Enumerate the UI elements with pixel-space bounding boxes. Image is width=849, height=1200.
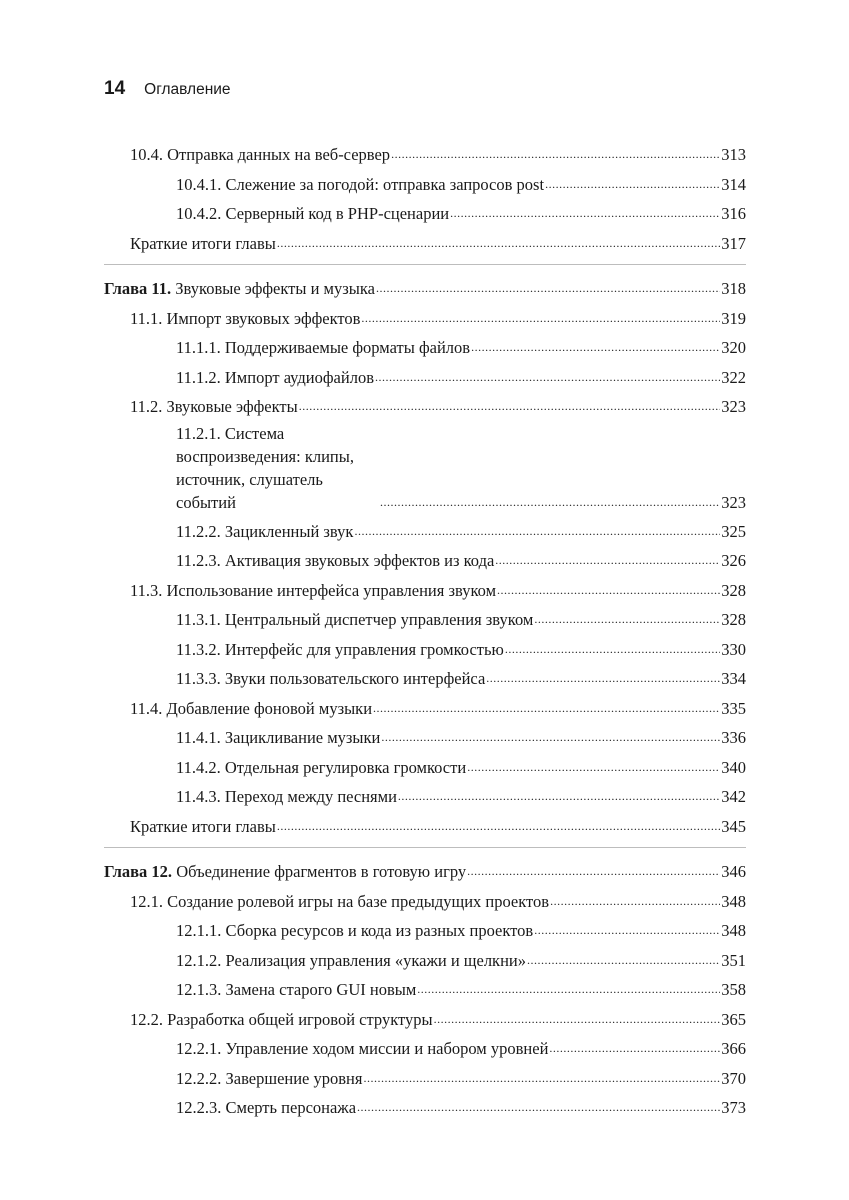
toc-entry[interactable] [176,333,746,363]
toc-entry[interactable] [176,975,746,1005]
toc-entry[interactable] [176,723,746,753]
toc-entry-title: 11.2.2. Зацикленный звук [176,521,354,541]
dot-leader [497,574,720,606]
chapter-divider [104,264,746,265]
toc-entry-page: 345 [721,816,746,836]
dot-leader [363,1062,720,1094]
toc-entry[interactable] [130,812,746,842]
dot-leader [299,390,721,422]
toc-entry-title: 11.1.2. Импорт аудиофайлов [176,367,374,387]
dot-leader [398,780,720,812]
toc-entry-title: 12.1.2. Реализация управления «укажи и щелкни» [176,950,526,970]
dot-leader [434,1003,721,1035]
chapter-name: Объединение фрагментов в готовую игру [176,862,467,881]
chapter-label: Глава 12. [104,862,173,881]
dot-leader [467,855,720,887]
toc-entry-title: 11.4. Добавление фоновой музыки [130,698,373,718]
toc-entry[interactable] [176,199,746,229]
dot-leader [417,973,720,1005]
dot-leader [381,721,720,753]
chapter-label: Глава 11. [104,279,172,298]
toc-entry-page: 320 [721,338,746,357]
toc-entry[interactable] [130,576,746,606]
toc-entry[interactable] [130,304,746,334]
toc-entry-page: 318 [721,279,746,298]
toc-entry-title: 11.2.1. Система воспроизведения: клипы, источник, слушатель событий [176,423,354,512]
toc-entry-title: 11.4.2. Отдельная регулировка громкости [176,757,467,777]
toc-chapter-title [104,274,375,304]
toc-entry[interactable] [176,753,746,783]
toc-entry[interactable] [176,782,746,812]
running-header [104,78,231,100]
toc-entry[interactable] [130,887,746,917]
toc-entry-title: 11.3.3. Звуки пользовательского интерфейса [176,669,486,688]
toc-entry-title: 12.1.3. Замена старого GUI новым [176,980,417,999]
dot-leader [375,361,720,393]
dot-leader [549,1032,720,1064]
toc-entry-page: 342 [721,787,746,806]
toc-entry[interactable] [130,229,746,259]
toc-entry[interactable] [130,392,746,422]
dot-leader [391,138,720,170]
toc-entry-page: 370 [721,1068,746,1088]
toc-entry-page: 358 [721,980,746,999]
dot-leader [361,302,720,334]
dot-leader [373,692,720,724]
toc-entry-title: 12.2.2. Завершение уровня [176,1068,363,1088]
toc-entry-title: 10.4.2. Серверный код в PHP-сценарии [176,204,450,223]
toc-entry-title: 10.4.1. Слежение за погодой: отправка запросов post [176,174,545,194]
toc-entry[interactable] [130,1005,746,1035]
toc-entry[interactable] [176,664,746,694]
dot-leader [277,810,720,842]
dot-leader [495,544,720,576]
chapter-divider [104,847,746,848]
dot-leader [354,515,720,547]
toc-entry-page: 319 [721,308,746,328]
toc-entry-page: 335 [721,698,746,718]
toc-entry[interactable] [176,1034,746,1064]
toc-entry[interactable] [176,517,746,547]
toc-entry-page: 340 [721,757,746,777]
toc-entry-page: 373 [721,1098,746,1117]
dot-leader [471,331,720,363]
toc-entry-page: 313 [721,145,746,164]
toc-entry-page: 346 [721,862,746,881]
toc-entry-page: 336 [721,728,746,747]
toc-entry-title: Краткие итоги главы [130,816,276,836]
toc-entry-title: 12.1. Создание ролевой игры на базе предыдущих проектов [130,891,550,911]
toc-entry-title: 11.1.1. Поддерживаемые форматы файлов [176,338,471,357]
toc-entry-title: 12.2.1. Управление ходом миссии и набором уровней [176,1039,549,1058]
toc-entry-page: 325 [721,521,746,541]
toc-entry-title: 11.2.3. Активация звуковых эффектов из кода [176,551,495,570]
toc-entry[interactable] [176,1093,746,1123]
table-of-contents [0,140,849,1123]
toc-entry-title: 12.2.3. Смерть персонажа [176,1098,357,1117]
dot-leader [505,633,720,665]
toc-entry[interactable] [176,363,746,393]
dot-leader [534,914,720,946]
toc-chapter-12[interactable] [104,857,746,887]
toc-entry-title: 12.1.1. Сборка ресурсов и кода из разных проектов [176,921,534,940]
dot-leader [277,227,720,259]
toc-entry[interactable] [176,1064,746,1094]
toc-chapter-title [104,857,466,887]
dot-leader [534,603,720,635]
toc-entry-page: 366 [721,1039,746,1058]
toc-entry[interactable] [176,546,746,576]
toc-entry[interactable] [176,605,746,635]
toc-entry-title: 11.4.1. Зацикливание музыки [176,728,381,747]
toc-entry-page: 328 [721,580,746,600]
toc-entry-page: 323 [721,492,746,512]
toc-entry-page: 316 [721,204,746,223]
toc-entry-page: 348 [721,891,746,911]
toc-entry-page: 322 [721,367,746,387]
toc-entry-title: 11.3.2. Интерфейс для управления громкостью [176,639,504,659]
dot-leader [486,662,720,694]
toc-entry-title: 11.1. Импорт звуковых эффектов [130,308,361,328]
toc-entry-page: 348 [721,921,746,940]
dot-leader [450,197,720,229]
dot-leader [467,751,720,783]
toc-entry-page: 351 [721,950,746,970]
dot-leader [376,272,720,304]
toc-entry-title: 11.4.3. Переход между песнями [176,787,397,806]
toc-entry[interactable] [176,170,746,200]
page-number: 14 [104,78,126,99]
toc-entry[interactable] [176,422,746,517]
toc-entry-page: 326 [721,551,746,570]
toc-entry-page: 330 [721,639,746,659]
toc-entry-page: 365 [721,1009,746,1029]
toc-entry-title: 11.3. Использование интерфейса управления звуком [130,580,497,600]
toc-entry-title: 11.3.1. Центральный диспетчер управления звуком [176,610,534,629]
toc-chapter-11[interactable] [104,274,746,304]
toc-entry-page: 334 [721,669,746,688]
toc-entry-title: 10.4. Отправка данных на веб-сервер [130,145,391,164]
toc-entry[interactable] [176,635,746,665]
toc-entry[interactable] [176,946,746,976]
toc-entry-page: 314 [721,174,746,194]
toc-entry-title: 11.2. Звуковые эффекты [130,397,298,416]
chapter-name: Звуковые эффекты и музыка [175,279,375,298]
running-title: Оглавление [144,81,231,98]
toc-entry[interactable] [130,140,746,170]
toc-entry-page: 317 [721,233,746,253]
toc-entry-page: 328 [721,610,746,629]
toc-entry-title: Краткие итоги главы [130,233,276,253]
dot-leader [545,168,720,200]
toc-entry[interactable] [176,916,746,946]
toc-entry-page: 323 [721,397,746,416]
toc-entry-title: 12.2. Разработка общей игровой структуры [130,1009,433,1029]
dot-leader [550,885,720,917]
dot-leader [527,944,720,976]
toc-entry[interactable] [130,694,746,724]
dot-leader [380,489,720,514]
dot-leader [357,1091,720,1123]
